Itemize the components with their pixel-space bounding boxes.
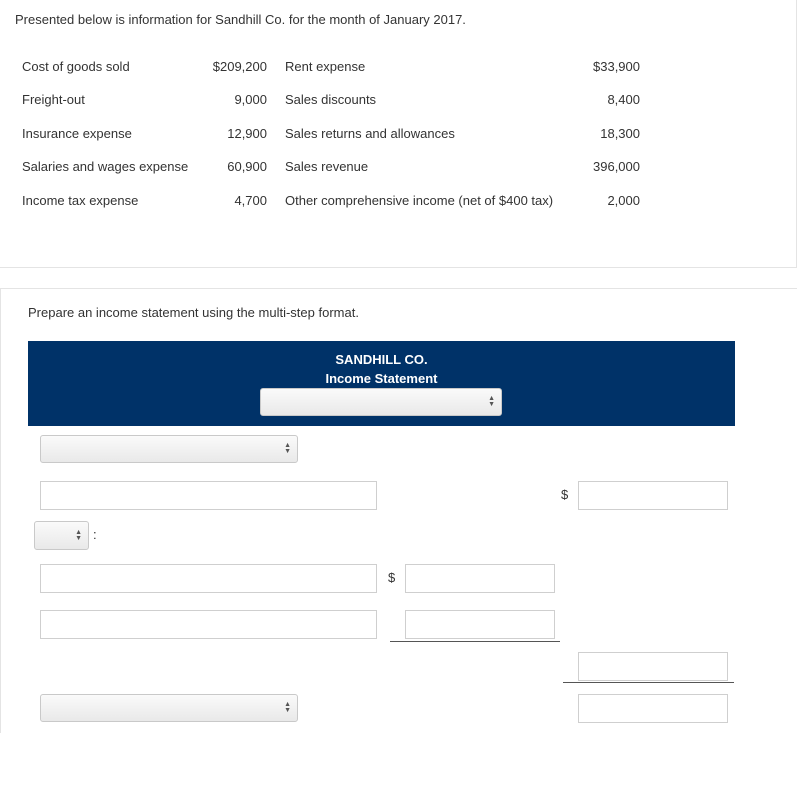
select-arrows-icon: ▲ ▼ [284,701,291,714]
item-label: Insurance expense [22,126,132,141]
select-arrows-icon: ▲ ▼ [488,395,495,408]
item-value: 2,000 [607,193,640,208]
item-label: Rent expense [285,59,366,74]
line-item-input[interactable] [40,481,377,510]
item-label: Cost of goods sold [22,59,130,74]
total-rule [563,682,734,683]
item-label: Sales revenue [285,159,369,174]
statement-title: Income Statement [325,371,438,386]
item-label: Other comprehensive income (net of $400 tax) [285,193,554,208]
item-value: 4,700 [234,193,267,208]
item-label: Income tax expense [22,193,139,208]
amount-input[interactable] [578,481,728,510]
period-select[interactable] [260,388,502,416]
subtotal-rule [390,641,560,642]
dollar-sign: $ [388,570,396,585]
item-label: Freight-out [22,92,85,107]
select-arrows-icon: ▲ ▼ [284,442,291,455]
prompt-text: Prepare an income statement using the multi-step format. [28,305,359,320]
item-value: 60,900 [227,159,267,174]
intro-text: Presented below is information for Sandhill Co. for the month of January 2017. [15,12,466,27]
amount-input[interactable] [578,652,728,681]
item-value: 396,000 [593,159,640,174]
item-label: Sales discounts [285,92,377,107]
line-item-select[interactable] [40,694,298,722]
amount-input[interactable] [405,564,555,593]
less-select[interactable] [34,521,89,550]
item-value: $33,900 [593,59,640,74]
line-item-input[interactable] [40,564,377,593]
amount-input[interactable] [578,694,728,723]
item-value: 18,300 [600,126,640,141]
company-name: SANDHILL CO. [335,352,428,367]
item-value: 12,900 [227,126,267,141]
item-label: Salaries and wages expense [22,159,189,174]
select-arrows-icon: ▲ ▼ [75,528,82,542]
colon-label: : [93,527,97,542]
amount-input[interactable] [405,610,555,639]
line-item-input[interactable] [40,610,377,639]
item-value: 9,000 [234,92,267,107]
dollar-sign: $ [561,487,569,502]
item-label: Sales returns and allowances [285,126,455,141]
line-item-select[interactable] [40,435,298,463]
item-value: 8,400 [607,92,640,107]
item-value: $209,200 [212,59,267,74]
statement-header [28,341,735,426]
